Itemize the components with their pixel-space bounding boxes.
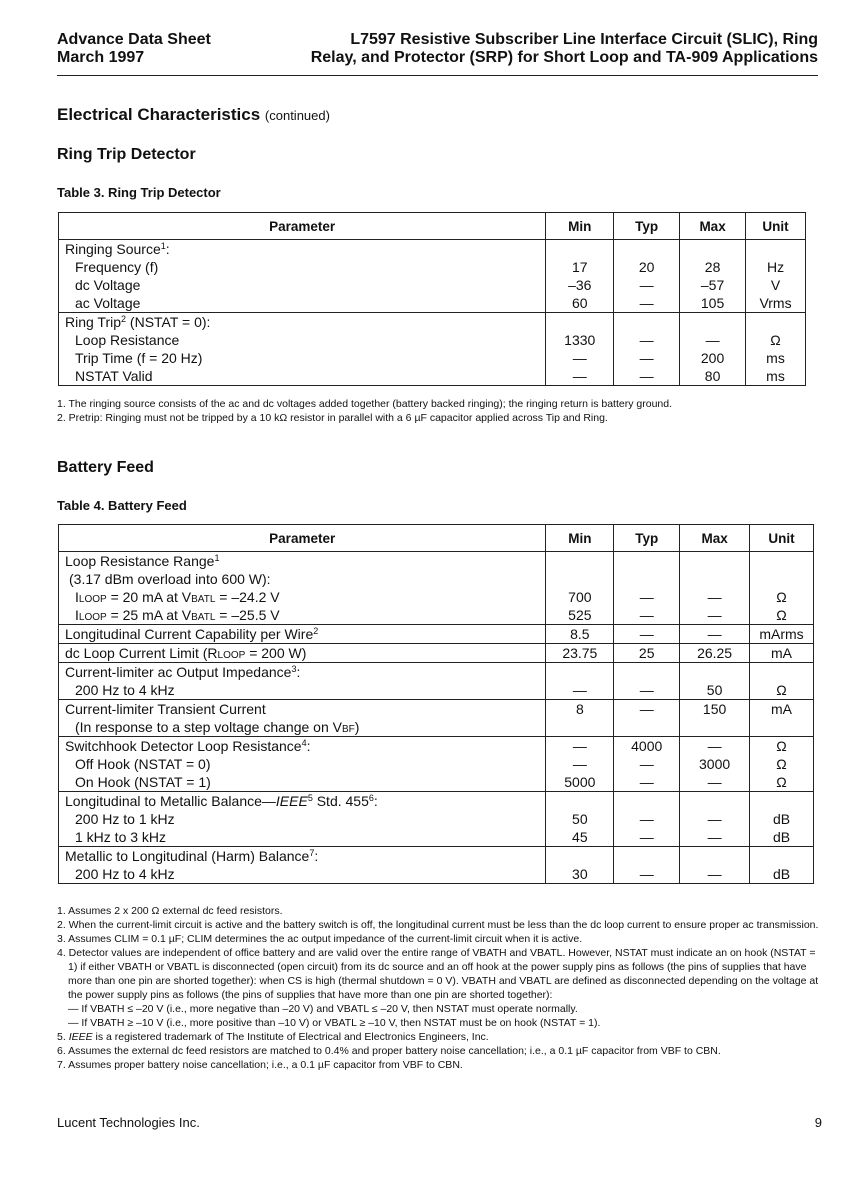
table-row-switchhook-detector [59,737,814,792]
unit-cell: Hz V Vrms [746,240,806,313]
footnote: 1. Assumes 2 x 200 Ω external dc feed resistors. [57,905,283,917]
table-row-loop-resistance-range [59,552,814,625]
min-cell: 23.75 [546,644,614,663]
max-cell: 28 –57 105 [680,240,746,313]
table-row-ring-trip [59,313,806,386]
header-rule [57,75,818,76]
unit-cell: mArms [750,625,814,644]
footnote: 2. When the current-limit circuit is active and the battery switch is off, the longitudinal current must be less than the dc loop current to ensure proper ac transmission. [57,919,819,931]
unit-cell: Ω ms ms [746,313,806,386]
battery-feed-table [58,524,814,884]
parameter-cell: Metallic to Longitudinal (Harm) Balance$^7$: 200 Hz to 4 kHz [59,847,546,884]
footnote: 3. Assumes CLIM = 0.1 µF; CLIM determines the ac output impedance of the current-limit circuit when it is active. [57,933,583,945]
column-header-typ: Typ [614,213,680,240]
unit-cell: mA [750,644,814,663]
document-date: March 1997 [57,49,145,66]
table-row-longitudinal-to-metallic-balance [59,792,814,847]
table-row-metallic-to-longitudinal-balance [59,847,814,884]
min-cell: 1330 — — [546,313,614,386]
document-title-line1: L7597 Resistive Subscriber Line Interface Circuit (SLIC), Ring [350,31,818,48]
max-cell: 26.25 [680,644,750,663]
max-cell: — — [680,792,750,847]
unit-cell: dB [750,847,814,884]
table-row-ringing-source [59,240,806,313]
min-cell: 8.5 [546,625,614,644]
unit-cell: Ω [750,663,814,700]
table-row-longitudinal-current [59,625,814,644]
document-title-line2: Relay, and Protector (SRP) for Short Loop and TA-909 Applications [310,49,818,66]
section-title-text: Electrical Characteristics [57,105,261,124]
parameter-cell: Longitudinal Current Capability per Wire$^2$ [59,625,546,644]
max-cell: — 200 80 [680,313,746,386]
parameter-cell: Ringing Source$^1$: Frequency (f) dc Voltage ac Voltage [59,240,546,313]
document-type: Advance Data Sheet [57,31,211,48]
table-row-ac-output-impedance [59,663,814,700]
battery-feed-heading: Battery Feed [57,459,154,476]
min-cell: — — 5000 [546,737,614,792]
max-cell: — — [680,552,750,625]
parameter-cell: Current-limiter Transient Current (In response to a step voltage change on VBF) [59,700,546,737]
unit-cell: Ω Ω Ω [750,737,814,792]
min-cell: — [546,663,614,700]
unit-cell: Ω Ω [750,552,814,625]
page-number: 9 [814,1115,822,1130]
document-header-right [311,31,818,67]
typ-cell: — — [614,552,680,625]
min-cell: 50 45 [546,792,614,847]
typ-cell: 25 [614,644,680,663]
battery-feed-table-caption: Table 4. Battery Feed [57,498,187,513]
document-header-left [57,31,211,67]
section-subtitle: (continued) [264,108,330,123]
typ-cell: 4000 — — [614,737,680,792]
ring-trip-table [58,212,806,386]
table-header-row [59,525,814,552]
typ-cell: — [614,847,680,884]
column-header-max: Max [680,213,746,240]
unit-cell: dB dB [750,792,814,847]
typ-cell: — [614,663,680,700]
parameter-cell: Longitudinal to Metallic Balance—IEEE$^5$ Std. $455^6$: 200 Hz to 1 kHz 1 kHz to 3 kHz [59,792,546,847]
ring-trip-heading: Ring Trip Detector [57,146,196,163]
parameter-cell: Current-limiter ac Output Impedance$^3$: 200 Hz to 4 kHz [59,663,546,700]
typ-cell: — — [614,792,680,847]
footer-company: Lucent Technologies Inc. [57,1115,200,1130]
column-header-parameter: Parameter [59,213,546,240]
footnote: — If VBATH ≥ –10 V (i.e., more positive than –10 V) or VBATL ≥ –10 V, then NSTAT must be on hook (NSTAT = 1). [68,1017,601,1029]
max-cell: — [680,625,750,644]
min-cell: 700 525 [546,552,614,625]
ring-trip-table-caption: Table 3. Ring Trip Detector [57,185,221,200]
table-row-transient-current [59,700,814,737]
footnote: — If VBATH ≤ –20 V (i.e., more negative than –20 V) and VBATL ≤ –20 V, then NSTAT must operate normally. [68,1003,578,1015]
min-cell: 30 [546,847,614,884]
unit-cell: mA [750,700,814,737]
column-header-unit: Unit [746,213,806,240]
max-cell: 150 [680,700,750,737]
table-header-row [59,213,806,240]
typ-cell: — [614,700,680,737]
column-header-unit: Unit [750,525,814,552]
footnote: 7. Assumes proper battery noise cancellation; i.e., a 0.1 µF capacitor from VBF to CBN. [57,1059,463,1071]
min-cell: 17 –36 60 [546,240,614,313]
column-header-parameter: Parameter [59,525,546,552]
ring-trip-footnotes [57,397,822,425]
footnote: 1. The ringing source consists of the ac and dc voltages added together (battery backed ringing); the ringing return is battery ground. [57,398,673,410]
column-header-typ: Typ [614,525,680,552]
column-header-min: Min [546,213,614,240]
column-header-max: Max [680,525,750,552]
max-cell: — [680,847,750,884]
max-cell: — 3000 — [680,737,750,792]
parameter-cell: Loop Resistance Range$^1$ (3.17 dBm overload into 600 W): ILOOP = 20 mA at VBATL = –24.2 V ILOOP = 25 mA at VBATL = –25.5 V [59,552,546,625]
parameter-cell: Switchhook Detector Loop Resistance$^4$: Off Hook (NSTAT = 0) On Hook (NSTAT = 1) [59,737,546,792]
column-header-min: Min [546,525,614,552]
footnote: 4. Detector values are independent of office battery and are valid over the entire range of VBATH and VBATL. However, NSTAT must indicate an on hook (NSTAT = 1) if either VBATH or VBATL is disconnected (open circuit) from its dc source and an off hook at the power supply pins as follows (the pins of supplies that have more than one pin are shorted together): when CS is high (thermal shutdown = 0 V). VBATH and VBATL are defined as disconnected depending on the voltage at the power supply pins as follows (the pins of supplies that have more than one pin are shorted together): [57,947,819,1001]
typ-cell: — [614,625,680,644]
parameter-cell: Ring Trip$^2$ (NSTAT = 0): Loop Resistance Trip Time (f = 20 Hz) NSTAT Valid [59,313,546,386]
footnote: 2. Pretrip: Ringing must not be tripped by a 10 kΩ resistor in parallel with a 6 µF capacitor applied across Tip and Ring. [57,412,608,424]
typ-cell: — — — [614,313,680,386]
footnote: 6. Assumes the external dc feed resistors are matched to 0.4% and proper battery noise cancellation; i.e., a 0.1 µF capacitor from VBF to CBN. [57,1045,721,1057]
footnote: 5. IEEE is a registered trademark of The Institute of Electrical and Electronics Engineers, Inc. [57,1031,489,1043]
section-title [57,105,330,125]
max-cell: 50 [680,663,750,700]
typ-cell: 20 — — [614,240,680,313]
parameter-cell: dc Loop Current Limit (RLOOP = 200 W) [59,644,546,663]
table-row-dc-loop-current-limit [59,644,814,663]
battery-feed-footnotes [57,904,822,1072]
min-cell: 8 [546,700,614,737]
